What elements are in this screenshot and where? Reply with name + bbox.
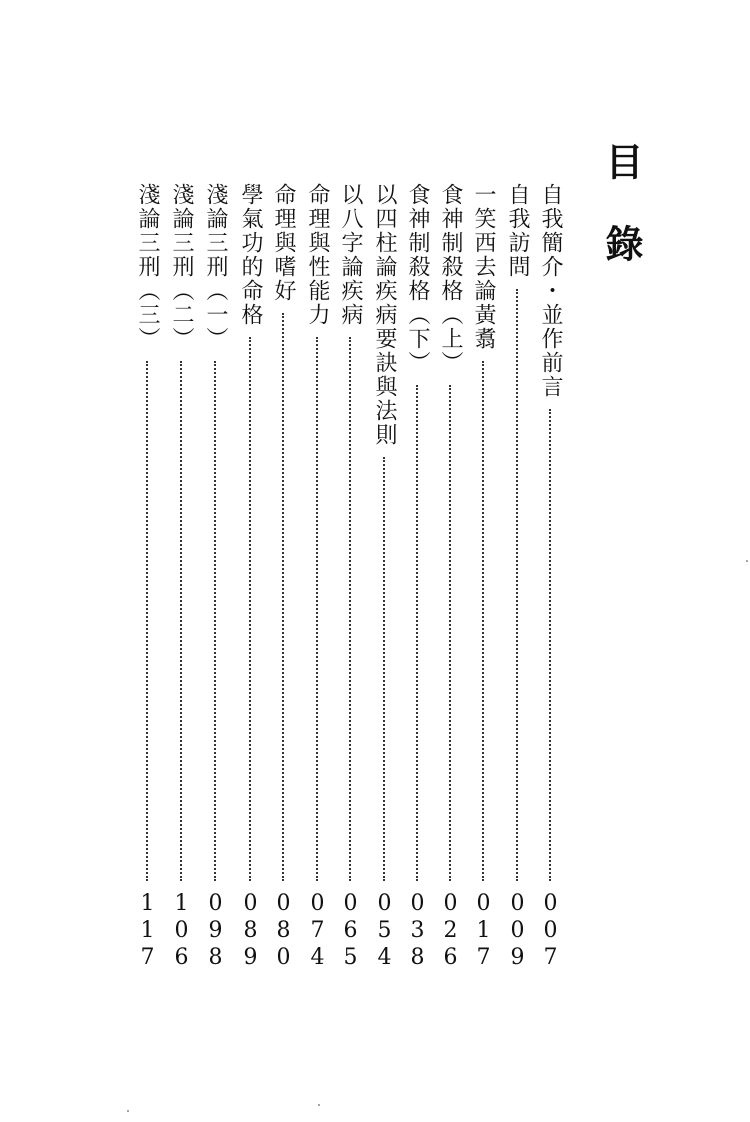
toc-entry-page: 117 bbox=[135, 891, 160, 972]
toc-entry[interactable] bbox=[535, 183, 565, 972]
scan-speck bbox=[127, 1110, 129, 1112]
dotted-leader bbox=[282, 313, 284, 881]
toc-entry-page: 054 bbox=[372, 891, 397, 972]
toc-entry-page: 080 bbox=[271, 891, 296, 972]
toc-entry-page: 098 bbox=[203, 891, 228, 972]
toc-entry-page: 089 bbox=[238, 891, 263, 972]
toc-entry[interactable] bbox=[435, 183, 465, 972]
toc-entry[interactable] bbox=[369, 183, 399, 972]
toc-entry-title: 命理與嗜好 bbox=[271, 183, 296, 303]
toc-entry-page: 106 bbox=[169, 891, 194, 972]
toc-entry-title: 以八字論疾病 bbox=[338, 183, 363, 327]
dotted-leader bbox=[249, 337, 251, 881]
toc-entry[interactable] bbox=[335, 183, 365, 972]
dotted-leader bbox=[180, 361, 182, 881]
toc-entry[interactable] bbox=[235, 183, 265, 972]
toc-entry[interactable] bbox=[302, 183, 332, 972]
dotted-leader bbox=[383, 457, 385, 881]
dotted-leader bbox=[516, 289, 518, 881]
toc-entry-title: 食神制殺格（上） bbox=[438, 183, 463, 375]
dotted-leader bbox=[549, 409, 551, 881]
toc-entry[interactable] bbox=[502, 183, 532, 972]
toc-entry-title: 淺論三刑（一） bbox=[203, 183, 228, 351]
toc-entry-title: 自我簡介・並作前言 bbox=[538, 183, 563, 399]
toc-entry-title: 淺論三刑（三） bbox=[135, 183, 160, 351]
scan-speck bbox=[318, 1104, 320, 1106]
dotted-leader bbox=[482, 361, 484, 881]
dotted-leader bbox=[349, 337, 351, 881]
toc-entry-title: 學氣功的命格 bbox=[238, 183, 263, 327]
toc-entry-page: 038 bbox=[405, 891, 430, 972]
toc-entry-page: 009 bbox=[505, 891, 530, 972]
toc-entry-title: 一笑西去論黃翥 bbox=[471, 183, 496, 351]
toc-entry[interactable] bbox=[200, 183, 230, 972]
dotted-leader bbox=[416, 385, 418, 881]
toc-heading: 目錄 bbox=[599, 142, 644, 306]
toc-entry-page: 065 bbox=[338, 891, 363, 972]
toc-entry-title: 食神制殺格（下） bbox=[405, 183, 430, 375]
dotted-leader bbox=[146, 361, 148, 881]
toc-entry-title: 淺論三刑（二） bbox=[169, 183, 194, 351]
dotted-leader bbox=[316, 337, 318, 881]
toc-entry-page: 026 bbox=[438, 891, 463, 972]
toc-entry[interactable] bbox=[402, 183, 432, 972]
toc-entry-page: 017 bbox=[471, 891, 496, 972]
toc-entry-title: 自我訪問 bbox=[505, 183, 530, 279]
scan-speck bbox=[746, 560, 748, 562]
dotted-leader bbox=[449, 385, 451, 881]
dotted-leader bbox=[214, 361, 216, 881]
toc-entry-page: 007 bbox=[538, 891, 563, 972]
toc-entry[interactable] bbox=[468, 183, 498, 972]
toc-entry[interactable] bbox=[132, 183, 162, 972]
toc-entry[interactable] bbox=[268, 183, 298, 972]
toc-entry-title: 命理與性能力 bbox=[305, 183, 330, 327]
toc-entry-page: 074 bbox=[305, 891, 330, 972]
toc-entry[interactable] bbox=[166, 183, 196, 972]
toc-entry-title: 以四柱論疾病要訣與法則 bbox=[372, 183, 397, 447]
